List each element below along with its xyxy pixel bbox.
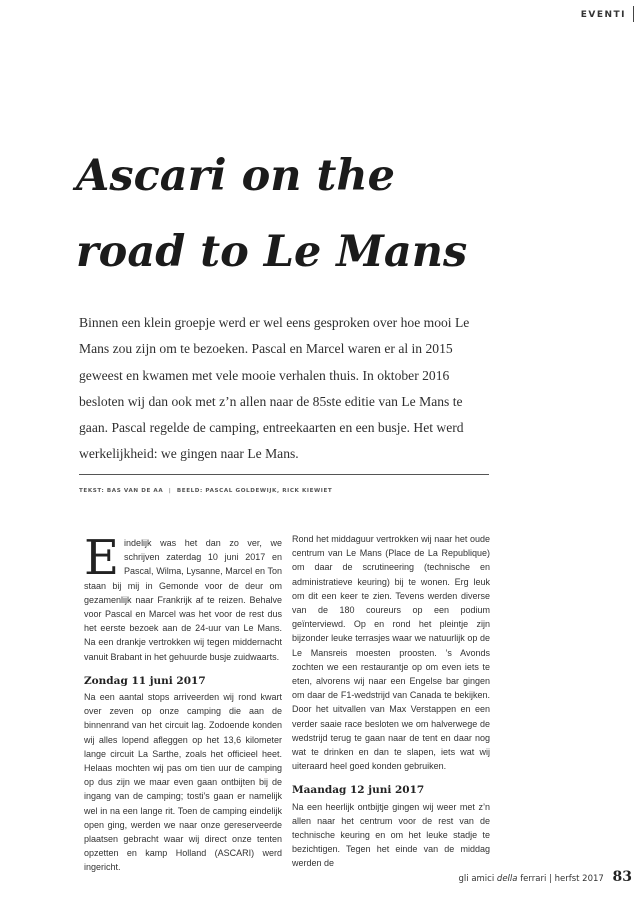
body-column-left: [84, 530, 282, 875]
paragraph-1: [84, 530, 282, 664]
title-line-1: Ascari on the: [76, 151, 395, 201]
section-divider: [633, 6, 634, 22]
paragraph-4: Na een heerlijk ontbijtje gingen wij weer met z’n allen naar het centrum voor de rest van de technische keuring en om het leuke stadje te bezichtigen. Tegen het einde van de middag werden de: [292, 801, 490, 869]
title-line-2: road to Le Mans: [76, 227, 468, 277]
paragraph-1-text: indelijk was het dan zo ver, we schrijven zaterdag 10 juni 2017 en Pascal, Wilma, Lysanne, Marcel en Ton staan bij mij in Gemonde voor de deur om gezamenlijk naar Frankrijk af te reizen. Behalve voor Pascal en Marcel was het voor de rest dus het eerste bezoek aan de 24-uur van Le Mans. Na een drankje vertrokken wij tegen middernacht vanuit Brabant in het gehuurde busje zuidwaarts.: [84, 538, 282, 662]
subhead-sunday: Zondag 11 juni 2017: [84, 674, 206, 687]
credit-image-label: BEELD:: [176, 488, 203, 494]
credit-text-label: TEKST:: [79, 488, 105, 494]
footer-issue: herfst 2017: [554, 874, 604, 884]
page-footer: [459, 869, 633, 885]
intro-divider: [79, 474, 489, 475]
credit-separator: |: [168, 488, 172, 494]
article-title: [76, 138, 596, 290]
dropcap: E: [84, 530, 120, 586]
footer-magazine-pre: gli amici: [458, 874, 495, 884]
intro-paragraph: Binnen een klein groepje werd er wel eens gesproken over hoe mooi Le Mans zou zijn om te bezoeken. Pascal en Marcel waren er al in 2015 geweest en kwamen met vele mooie verhalen thuis. In oktober 2016 besloten wij dan ook met z’n allen naar de 85ste editie van Le Mans te gaan. Pascal regelde de camping, entreekaarten en een busje. Het werd werkelijkheid: we gingen naar Le Mans.: [79, 315, 470, 462]
paragraph-3: Rond het middaguur vertrokken wij naar het oude centrum van Le Mans (Place de La Republique) om daar de scrutineering (technische en administratieve keuring) bij te wonen. Erg leuk om dit een keer te zien. Tevens werden diverse van de 180 coureurs op een podium geïnterviewd. Op en rond het pleintje zijn bijzonder leuke terrasjes waar we natuurlijk op de Le Mansreis moesten proosten. ’s Avonds zochten we een restaurantje op om even iets te eten, alvorens wij naar een Engelse bar gingen om daar de F1-wedstrijd van Canada te bekijken. Door het uitvallen van Max Verstappen en een verder saaie race besloten we om halverwege de wedstrijd terug te gaan naar de tent en daar nog wat te drinken en dan te slapen, iets wat wij uiteraard heel goed konden gebruiken.: [292, 534, 490, 772]
section-label: EVENTI: [580, 10, 626, 20]
footer-magazine-italic: della: [496, 874, 518, 884]
paragraph-2: Na een aantal stops arriveerden wij rond kwart over zeven op onze camping die aan de binnenrand van het circuit lag. Zodoende konden wij alles lopend afleggen op het 13,6 kilometer lange circuit La Sarthe, zoals het officieel heet. Helaas mochten wij pas om tien uur de camping op dus zijn we maar even gaan ontbijten bij de ingang van de camping; tosti’s gaan er namelijk wel in na een lange rit. Toen de camping eindelijk open ging, werden we naar onze gereserveerde plaatsen gebracht waar wij direct onze tenten opzetten en kamp Holland (ASCARI) werd ingericht.: [84, 692, 282, 873]
page-number: 83: [612, 869, 632, 885]
credit-image-authors: PASCAL GOLDEWIJK, RICK KIEWIET: [205, 488, 333, 494]
credits: [79, 488, 332, 494]
footer-separator: |: [549, 874, 552, 884]
subhead-monday: Maandag 12 juni 2017: [292, 784, 425, 797]
body-column-right: [292, 532, 490, 871]
footer-magazine-post: ferrari: [520, 874, 547, 884]
credit-text-author: BAS VAN DE AA: [106, 488, 164, 494]
